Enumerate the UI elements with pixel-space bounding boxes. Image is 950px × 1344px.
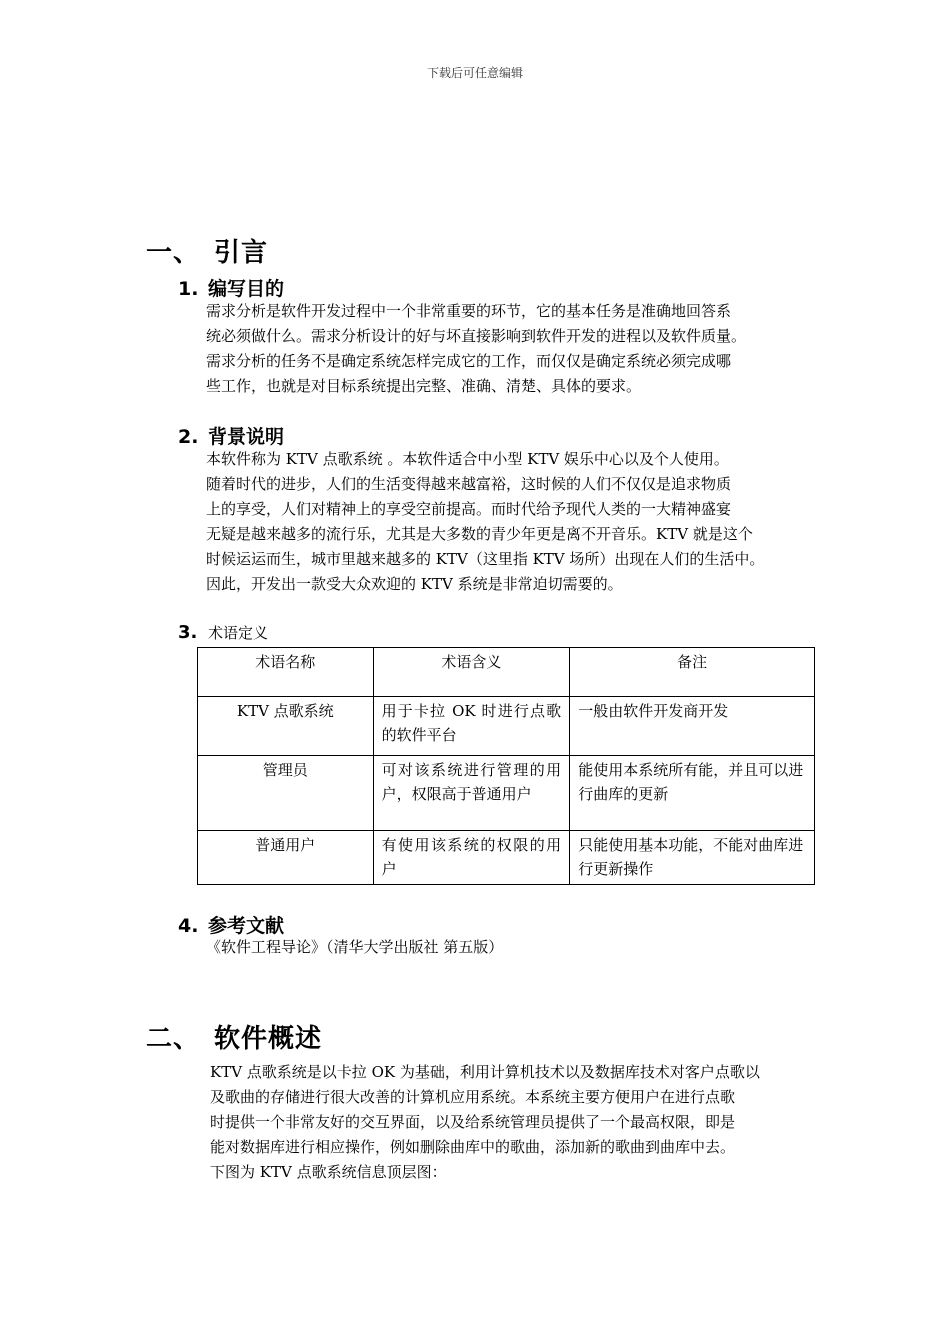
text-line: KTV 点歌系统是以卡拉 OK 为基础，利用计算机技术以及数据库技术对客户点歌以 (210, 1063, 760, 1081)
section-number: 一、 (146, 238, 201, 268)
text-line: 随着时代的进步，人们的生活变得越来越富裕，这时候的人们不仅仅是追求物质 (206, 475, 732, 493)
text-line: 些工作，也就是对目标系统提出完整、准确、清楚、具体的要求。 (206, 377, 642, 395)
table-row (198, 756, 815, 831)
page-header: 下载后可任意编辑 (426, 66, 523, 80)
section-heading-overview (146, 1018, 322, 1055)
section-heading-intro (146, 232, 268, 269)
text-line: 上的享受，人们对精神上的享受空前提高。而时代给予现代人类的一大精神盛宴 (206, 500, 732, 518)
table-row (198, 831, 815, 885)
term-name-cell: KTV 点歌系统 (198, 697, 374, 756)
subsection-number: 1. (178, 278, 199, 300)
table-header-cell: 备注 (570, 648, 815, 697)
table-header-row (198, 648, 815, 697)
text-line: 时提供一个非常友好的交互界面，以及给系统管理员提供了一个最高权限，即是 (210, 1113, 736, 1131)
subsection-heading-purpose (178, 274, 284, 301)
subsection-number: 2. (178, 426, 199, 448)
section-title: 软件概述 (214, 1024, 323, 1054)
text-line: 时候运运而生，城市里越来越多的 KTV（这里指 KTV 场所）出现在人们的生活中。 (206, 550, 765, 568)
term-note-cell: 能使用本系统所有能，并且可以进行曲库的更新 (570, 756, 815, 831)
subsection-title: 编写目的 (208, 278, 285, 300)
subsection-title: 术语定义 (208, 624, 269, 642)
text-line: 需求分析是软件开发过程中一个非常重要的环节，它的基本任务是准确地回答系 (206, 302, 732, 320)
term-note-cell: 只能使用基本功能，不能对曲库进行更新操作 (570, 831, 815, 885)
subsection-number: 4. (178, 915, 199, 937)
background-paragraph (206, 447, 818, 597)
terms-table (197, 647, 815, 885)
term-meaning-cell: 有使用该系统的权限的用户 (373, 831, 570, 885)
table-header-cell: 术语含义 (373, 648, 570, 697)
term-note-cell: 一般由软件开发商开发 (570, 697, 815, 756)
term-meaning-cell: 可对该系统进行管理的用户，权限高于普通用户 (373, 756, 570, 831)
text-line: 下图为 KTV 点歌系统信息顶层图： (210, 1163, 447, 1181)
text-line: 统必须做什么。需求分析设计的好与坏直接影响到软件开发的进程以及软件质量。 (206, 327, 747, 345)
subsection-heading-references (178, 911, 284, 938)
term-name-cell: 普通用户 (198, 831, 374, 885)
references-paragraph (206, 935, 818, 960)
overview-paragraph (210, 1060, 822, 1185)
purpose-paragraph (206, 299, 818, 399)
text-line: 本软件称为 KTV 点歌系统 。本软件适合中小型 KTV 娱乐中心以及个人使用。 (206, 450, 729, 468)
text-line: 因此，开发出一款受大众欢迎的 KTV 系统是非常迫切需要的。 (206, 575, 623, 593)
section-title: 引言 (214, 238, 269, 268)
text-line: 无疑是越来越多的流行乐，尤其是大多数的青少年更是离不开音乐。KTV 就是这个 (206, 525, 753, 543)
text-line: 《软件工程导论》（清华大学出版社 第五版） (206, 938, 504, 956)
subsection-title: 参考文献 (208, 915, 285, 937)
term-name-cell: 管理员 (198, 756, 374, 831)
subsection-heading-terms (178, 622, 268, 643)
text-line: 及歌曲的存储进行很大改善的计算机应用系统。本系统主要方便用户在进行点歌 (210, 1088, 736, 1106)
subsection-number: 3. (178, 622, 198, 643)
subsection-title: 背景说明 (208, 426, 285, 448)
text-line: 能对数据库进行相应操作，例如删除曲库中的歌曲，添加新的歌曲到曲库中去。 (210, 1138, 736, 1156)
section-number: 二、 (146, 1024, 201, 1054)
table-row (198, 697, 815, 756)
text-line: 需求分析的任务不是确定系统怎样完成它的工作，而仅仅是确定系统必须完成哪 (206, 352, 732, 370)
term-meaning-cell: 用于卡拉 OK 时进行点歌的软件平台 (373, 697, 570, 756)
subsection-heading-background (178, 422, 284, 449)
table-header-cell: 术语名称 (198, 648, 374, 697)
